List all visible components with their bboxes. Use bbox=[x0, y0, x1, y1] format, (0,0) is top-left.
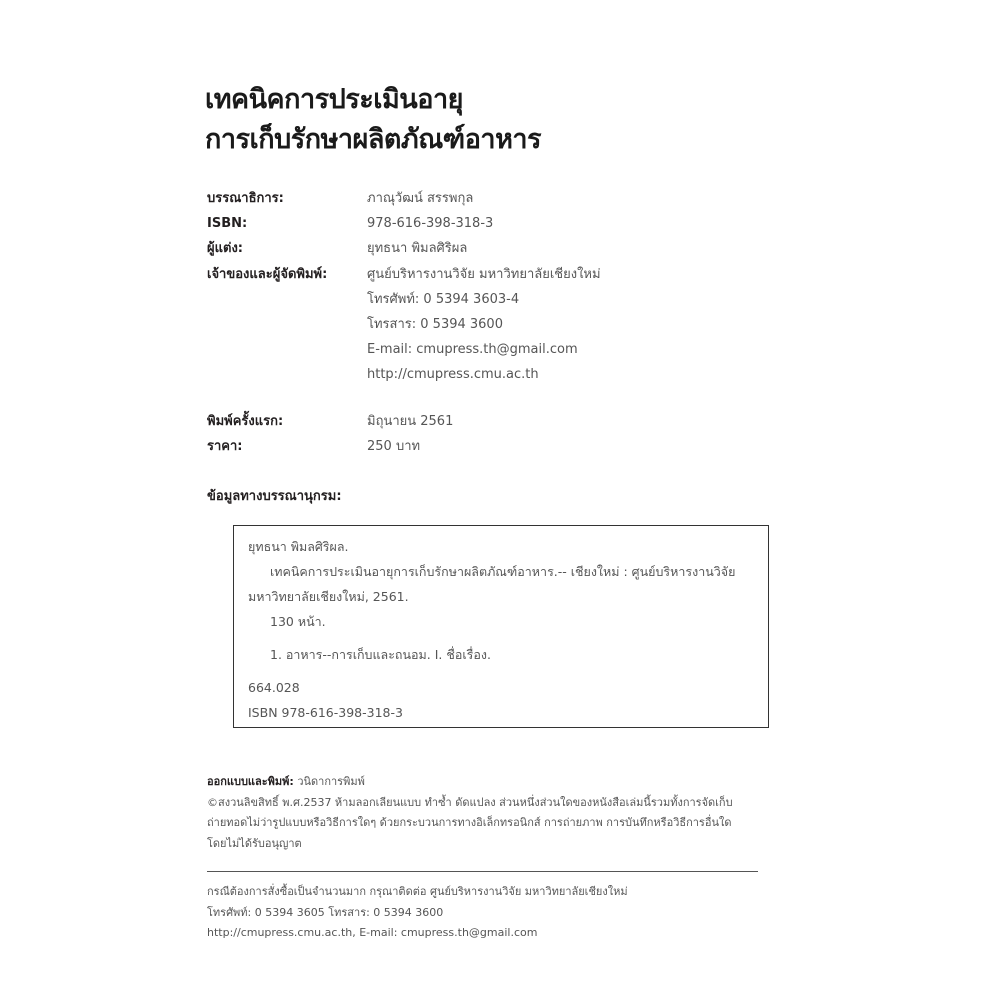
contact-line-2: โทรศัพท์: 0 5394 3605 โทรสาร: 0 5394 3600 bbox=[207, 905, 444, 919]
isbn-row bbox=[207, 211, 767, 236]
author-value: ยุทธนา พิมลศิริผล bbox=[367, 241, 468, 257]
catalog-subject: 1. อาหาร--การเก็บและถนอม. I. ชื่อเรื่อง. bbox=[270, 647, 491, 662]
publisher-email: E-mail: cmupress.th@gmail.com bbox=[367, 342, 578, 358]
catalog-pages: 130 หน้า. bbox=[270, 614, 326, 629]
price-label: ราคา: bbox=[207, 438, 243, 454]
copyright-line-2: ถ่ายทอดไม่ว่ารูปแบบหรือวิธีการใดๆ ด้วยกระบวนการทางอิเล็กทรอนิกส์ การถ่ายภาพ การบันทึกหรือวิธีการอื่นใด bbox=[207, 816, 732, 829]
isbn-value: 978-616-398-318-3 bbox=[367, 216, 494, 232]
author-label: ผู้แต่ง: bbox=[207, 241, 243, 257]
publisher-phone: โทรศัพท์: 0 5394 3603-4 bbox=[367, 291, 520, 307]
publisher-row bbox=[207, 262, 767, 287]
section-divider bbox=[207, 871, 758, 872]
publisher-label: เจ้าของและผู้จัดพิมพ์: bbox=[207, 266, 328, 282]
publisher-website-row bbox=[207, 362, 767, 387]
catalog-title-line-2: มหาวิทยาลัยเชียงใหม่, 2561. bbox=[248, 589, 409, 604]
editor-label: บรรณาธิการ: bbox=[207, 191, 284, 206]
catalog-isbn: ISBN 978-616-398-318-3 bbox=[248, 705, 403, 720]
book-title bbox=[205, 80, 541, 160]
publisher-website: http://cmupress.cmu.ac.th bbox=[367, 367, 539, 383]
publisher-value: ศูนย์บริหารงานวิจัย มหาวิทยาลัยเชียงใหม่ bbox=[367, 266, 601, 282]
editor-value: ภาณุวัฒน์ สรรพกุล bbox=[367, 191, 474, 206]
copyright-line-3: โดยไม่ได้รับอนุญาต bbox=[207, 836, 302, 850]
design-print-info bbox=[207, 772, 777, 854]
editor-row bbox=[207, 186, 767, 211]
contact-line-3: http://cmupress.cmu.ac.th, E-mail: cmupress.th@gmail.com bbox=[207, 926, 538, 939]
first-print-value: มิถุนายน 2561 bbox=[367, 413, 454, 429]
price-row bbox=[207, 434, 767, 459]
copyright-line-1: ©สงวนลิขสิทธิ์ พ.ศ.2537 ห้ามลอกเลียนแบบ ทำซ้ำ ดัดแปลง ส่วนหนึ่งส่วนใดของหนังสือเล่มนี้รวมทั้งการจัดเก็บ bbox=[207, 795, 733, 809]
first-print-label: พิมพ์ครั้งแรก: bbox=[207, 413, 284, 429]
order-contact bbox=[207, 882, 767, 944]
publication-info bbox=[207, 186, 767, 459]
publisher-fax: โทรสาร: 0 5394 3600 bbox=[367, 316, 503, 332]
catalog-author: ยุทธนา พิมลศิริผล. bbox=[248, 539, 349, 554]
book-title-line-1: เทคนิคการประเมินอายุ bbox=[205, 84, 463, 115]
design-line bbox=[207, 772, 777, 793]
isbn-label: ISBN: bbox=[207, 216, 248, 232]
author-row bbox=[207, 236, 767, 261]
price-value: 250 บาท bbox=[367, 438, 421, 454]
catalog-title-line-1: เทคนิคการประเมินอายุการเก็บรักษาผลิตภัณฑ์อาหาร.-- เชียงใหม่ : ศูนย์บริหารงานวิจัย bbox=[270, 564, 736, 579]
design-label: ออกแบบและพิมพ์: bbox=[207, 775, 294, 788]
contact-line-1: กรณีต้องการสั่งซื้อเป็นจำนวนมาก กรุณาติดต่อ ศูนย์บริหารงานวิจัย มหาวิทยาลัยเชียงใหม่ bbox=[207, 885, 628, 898]
catalog-record-box bbox=[233, 525, 769, 728]
catalog-classification: 664.028 bbox=[248, 680, 300, 695]
publisher-phone-row bbox=[207, 287, 767, 312]
first-print-row bbox=[207, 409, 767, 434]
publisher-email-row bbox=[207, 337, 767, 362]
book-title-line-2: การเก็บรักษาผลิตภัณฑ์อาหาร bbox=[205, 124, 542, 155]
design-printer: วนิดาการพิมพ์ bbox=[297, 775, 365, 788]
catalog-heading: ข้อมูลทางบรรณานุกรม: bbox=[207, 489, 342, 504]
publisher-fax-row bbox=[207, 312, 767, 337]
